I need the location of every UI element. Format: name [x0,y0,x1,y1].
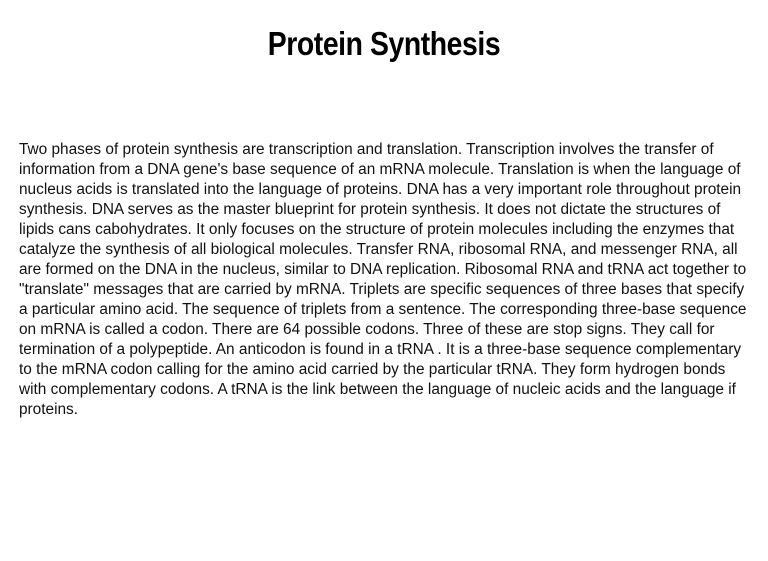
slide-title: Protein Synthesis [267,25,501,62]
slide-body-text: Two phases of protein synthesis are transcription and translation. Transcription involves the transfer of information from a DNA gene's base sequence of an mRNA molecule. Translation is when the language of nucleus acids is translated into the language of proteins. DNA has a very important role throughout protein synthesis. DNA serves as the master blueprint for protein synthesis. It does not dictate the structures of lipids cans cabohydrates. It only focuses on the structure of protein molecules including the enzymes that catalyze the synthesis of all biological molecules. Transfer RNA, ribosomal RNA, and messenger RNA, all are formed on the DNA in the nucleus, similar to DNA replication. Ribosomal RNA and tRNA act together to "translate" messages that are carried by mRNA. Triplets are specific sequences of three bases that specify a particular amino acid. The sequence of triplets from a sentence. The corresponding three-base sequence on mRNA is called a codon. There are 64 possible codons. Three of these are stop signs. They call for termination of a polypeptide. An anticodon is found in a tRNA . It is a three-base sequence complementary to the mRNA codon calling for the amino acid carried by the particular tRNA. They form hydrogen bonds with complementary codons. A tRNA is the link between the language of nucleic acids and the language if proteins. [19,141,747,418]
